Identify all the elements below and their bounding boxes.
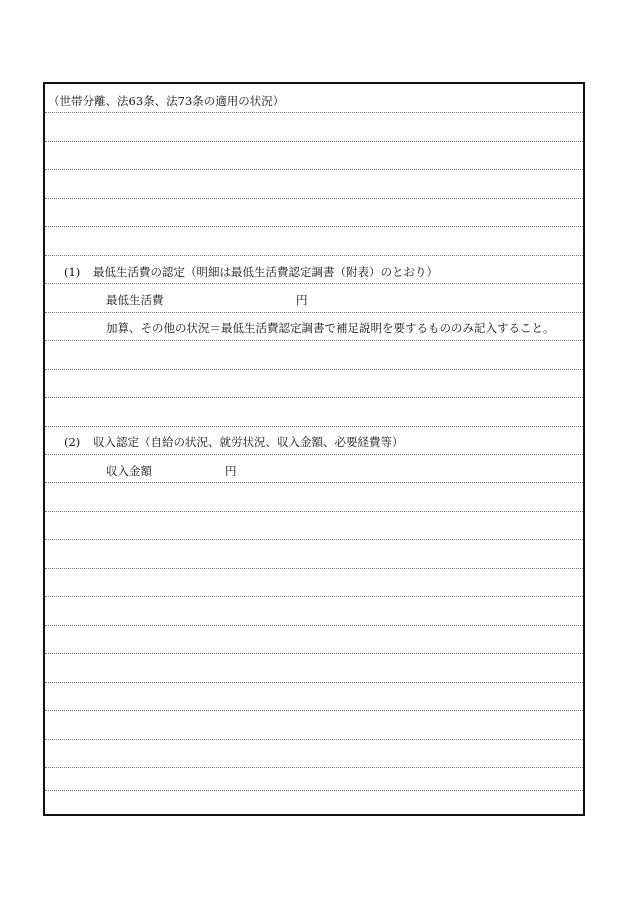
ruled-line: [45, 625, 583, 626]
ruled-line: [45, 682, 583, 683]
ruled-line: [45, 397, 583, 398]
section-1-note: 加算、その他の状況＝最低生活費認定調書で補足説明を要するもののみ記入すること。: [106, 321, 555, 335]
ruled-line: [45, 198, 583, 199]
section-note: （世帯分離、法63条、法73条の適用の状況）: [48, 94, 285, 108]
ruled-line: [45, 653, 583, 654]
ruled-line: [45, 511, 583, 512]
ruled-line: [45, 739, 583, 740]
ruled-line: [45, 112, 583, 113]
income-amount-unit: 円: [225, 464, 237, 478]
ruled-line: [45, 169, 583, 170]
ruled-line: [45, 767, 583, 768]
section-2-number: (2): [64, 435, 81, 449]
ruled-line: [45, 369, 583, 370]
ruled-line: [45, 790, 583, 791]
ruled-line: [45, 283, 583, 284]
ruled-line: [45, 255, 583, 256]
ruled-line: [45, 340, 583, 341]
section-2-title: 収入認定（自給の状況、就労状況、収入金額、必要経費等）: [93, 435, 404, 449]
section-1-title: 最低生活費の認定（明細は最低生活費認定調書（附表）のとおり）: [93, 265, 438, 279]
ruled-line: [45, 454, 583, 455]
section-1-number: (1): [64, 265, 81, 279]
ruled-line: [45, 539, 583, 540]
ruled-line: [45, 141, 583, 142]
ruled-line: [45, 568, 583, 569]
ruled-line: [45, 226, 583, 227]
ruled-line: [45, 426, 583, 427]
income-amount-label: 収入金額: [106, 464, 152, 478]
ruled-line: [45, 312, 583, 313]
form-box: [43, 82, 585, 816]
ruled-line: [45, 710, 583, 711]
minimum-living-cost-unit: 円: [296, 293, 308, 307]
minimum-living-cost-label: 最低生活費: [106, 293, 164, 307]
ruled-line: [45, 596, 583, 597]
ruled-line: [45, 482, 583, 483]
